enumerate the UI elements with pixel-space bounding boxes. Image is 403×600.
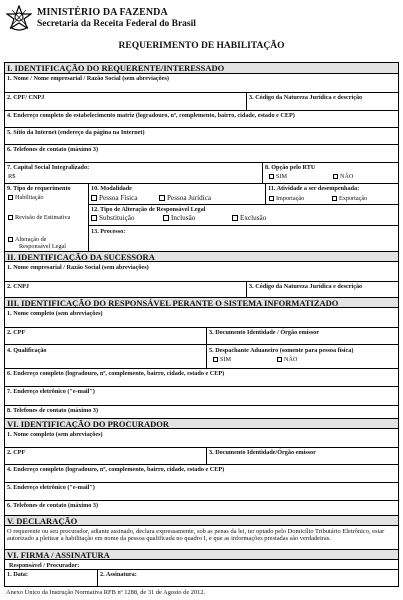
request-type-alteracao-line2: Responsável Legal bbox=[19, 243, 66, 250]
sec4-name-label: 1. Nome completo (sem abreviações) bbox=[7, 431, 103, 438]
secretariat-name: Secretaria da Receita Federal do Brasil bbox=[37, 19, 196, 29]
section-4-heading: VI. IDENTIFICAÇÃO DO PROCURADOR bbox=[5, 418, 398, 429]
sec1-request-type-label: 9. Tipo de requerimento bbox=[7, 185, 71, 192]
request-type-revisao[interactable]: Revisão de Estimativa bbox=[8, 214, 70, 221]
sec3-id-doc-label: 3. Documento Identidade / Órgão emissor bbox=[209, 329, 319, 336]
signature-field[interactable] bbox=[98, 570, 398, 587]
sec1-name-label: 1. Nome / Nome empresarial / Razão Social (sem abreviações) bbox=[7, 75, 169, 82]
sec4-address-field[interactable] bbox=[5, 473, 398, 482]
checkbox-icon[interactable] bbox=[332, 196, 337, 201]
request-type-habilitacao[interactable]: Habilitação bbox=[8, 194, 44, 201]
sec1-activity-label: 11. Atividade a ser desempenhada: bbox=[268, 185, 360, 192]
change-substituicao[interactable]: Substituição bbox=[91, 214, 135, 222]
sec3-cpf-label: 2. CPF bbox=[7, 329, 26, 336]
sec2-cnpj-field[interactable] bbox=[5, 282, 246, 297]
sec1-rtu-nao-option[interactable]: NÃO bbox=[333, 173, 353, 180]
sec4-cpf-label: 2. CPF bbox=[7, 449, 26, 456]
sec1-legal-change-type-label: 12. Tipo de Alteração de Responsável Legal bbox=[91, 206, 206, 213]
signature-label: 2. Assinatura: bbox=[100, 571, 137, 578]
customs-broker-nao[interactable]: NÃO bbox=[277, 356, 297, 363]
brazil-coat-of-arms-icon bbox=[6, 5, 32, 32]
sec1-rtu-sim-option[interactable]: SIM bbox=[269, 173, 287, 180]
sec4-email-field[interactable] bbox=[5, 491, 398, 500]
sec2-cnpj-label: 2. CNPJ bbox=[7, 283, 29, 290]
sec4-id-doc-field[interactable] bbox=[207, 448, 398, 464]
sec3-name-label: 1. Nome completo (sem abreviações) bbox=[7, 310, 103, 317]
sec1-phones-field[interactable] bbox=[5, 153, 398, 162]
sec1-website-field[interactable] bbox=[5, 136, 398, 144]
checkbox-icon[interactable] bbox=[269, 174, 274, 179]
sec3-email-label: 7. Endereço eletrônico ("e-mail") bbox=[7, 388, 95, 395]
document-header bbox=[4, 4, 399, 36]
sec1-rtu-label: 8. Opção pelo RTU bbox=[265, 164, 316, 171]
section-6-heading: VI. FIRMA / ASSINATURA bbox=[5, 549, 398, 560]
sec1-process-field[interactable] bbox=[89, 226, 398, 251]
sec2-name-field[interactable] bbox=[5, 271, 398, 281]
sec1-website-label: 5. Sítio da Internet (endereço da página na Internet) bbox=[7, 129, 145, 136]
section-5-heading: V. DECLARAÇÃO bbox=[5, 515, 398, 526]
sec1-address-field[interactable] bbox=[5, 119, 398, 127]
sec4-phones-label: 6. Telefones de contato (máximo 3) bbox=[7, 502, 99, 509]
checkbox-icon[interactable] bbox=[159, 195, 165, 201]
checkbox-icon[interactable] bbox=[213, 357, 218, 362]
activity-importacao[interactable]: Importação bbox=[269, 195, 304, 202]
section-2-heading: II. IDENTIFICAÇÃO DA SUCESSORA bbox=[5, 251, 398, 262]
checkbox-icon[interactable] bbox=[163, 215, 169, 221]
habilitation-form bbox=[4, 62, 399, 587]
sec1-cpf-cnpj-field[interactable] bbox=[5, 93, 246, 110]
responsible-label: Responsável / Procurador: bbox=[9, 562, 80, 569]
checkbox-icon[interactable] bbox=[232, 215, 238, 221]
sec1-legal-nature-field[interactable] bbox=[247, 93, 398, 110]
sec1-capital-value[interactable]: R$ bbox=[8, 173, 16, 180]
sec4-email-label: 5. Endereço eletrônico ("e-mail") bbox=[7, 484, 95, 491]
declaration-text: O requerente ou seu procurador, adiante assinado, declara expressamente, sob as penas da lei, ter optado pelo Domicílio Tributário Eletrônico, estar autorizado a pleitear a habilitação em nome da pessoa qualificada no quadro I, e que as informações prestadas são verdadeiras. bbox=[7, 528, 385, 543]
activity-exportacao[interactable]: Exportação bbox=[332, 195, 367, 202]
change-inclusao[interactable]: Inclusão bbox=[163, 214, 195, 222]
sec1-capital-label: 7. Capital Social Integralizado: bbox=[7, 164, 90, 171]
date-field[interactable] bbox=[5, 570, 97, 587]
sec3-email-field[interactable] bbox=[5, 395, 398, 405]
section-3-heading: III. IDENTIFICAÇÃO DO RESPONSÁVEL PERANTE O SISTEMA INFORMATIZADO bbox=[5, 297, 398, 308]
sec1-address-label: 4. Endereço completo do estabelecimento matriz (logradouro, nº, complemento, bairro, cidade, estado e CEP) bbox=[7, 112, 295, 119]
modality-pessoa-fisica[interactable]: Pessoa Física bbox=[91, 194, 138, 202]
sec4-address-label: 4. Endereço completo (logradouro, nº, complemento, bairro, cidade, estado e CEP) bbox=[7, 466, 225, 473]
checkbox-icon[interactable] bbox=[8, 215, 13, 220]
sec2-legal-nature-field[interactable] bbox=[247, 282, 398, 297]
request-type-alteracao[interactable]: Alteração de bbox=[8, 236, 46, 243]
date-label: 1. Data: bbox=[7, 571, 28, 578]
checkbox-icon[interactable] bbox=[91, 195, 97, 201]
section-1-heading: I. IDENTIFICAÇÃO DO REQUERENTE/INTERESSADO bbox=[5, 63, 398, 74]
checkbox-icon[interactable] bbox=[91, 215, 97, 221]
ministry-name: MINISTÉRIO DA FAZENDA bbox=[37, 7, 168, 18]
sec4-id-doc-label: 3. Documento Identidade/Órgão emissor bbox=[209, 449, 316, 456]
sec3-address-field[interactable] bbox=[5, 377, 398, 386]
checkbox-icon[interactable] bbox=[8, 195, 13, 200]
sec3-phones-label: 8. Telefones de contato (máximo 3) bbox=[7, 407, 99, 414]
sec4-name-field[interactable] bbox=[5, 438, 398, 447]
change-exclusao[interactable]: Exclusão bbox=[232, 214, 266, 222]
sec1-process-label: 13. Processo: bbox=[91, 228, 126, 235]
sec1-phones-label: 6. Telefones de contato (máximo 3) bbox=[7, 146, 99, 153]
sec3-address-label: 6. Endereço completo (logradouro, nº, complemento, bairro, cidade, estado e CEP) bbox=[7, 370, 225, 377]
checkbox-icon[interactable] bbox=[333, 174, 338, 179]
checkbox-icon[interactable] bbox=[277, 357, 282, 362]
footer-note: Anexo Único da Instrução Normativa RFB nº 1288, de 31 de Agosto de 2012. bbox=[6, 589, 206, 596]
sec1-modality-label: 10. Modalidade bbox=[91, 185, 132, 192]
sec1-legal-nature-label: 3. Código da Natureza Jurídica e descrição bbox=[249, 94, 363, 101]
modality-pessoa-juridica[interactable]: Pessoa Jurídica bbox=[159, 194, 211, 202]
sec3-id-doc-field[interactable] bbox=[207, 328, 398, 344]
document-title: REQUERIMENTO DE HABILITAÇÃO bbox=[118, 41, 285, 51]
sec3-cpf-field[interactable] bbox=[5, 328, 206, 344]
sec1-cpf-cnpj-label: 2. CPF/ CNPJ bbox=[7, 94, 45, 101]
sec4-cpf-field[interactable] bbox=[5, 448, 206, 464]
sec2-name-label: 1. Nome empresarial / Razão Social (sem abreviações) bbox=[7, 264, 149, 271]
sec3-qualification-field[interactable] bbox=[5, 345, 206, 368]
checkbox-icon[interactable] bbox=[8, 237, 13, 242]
customs-broker-sim[interactable]: SIM bbox=[213, 356, 231, 363]
sec3-qualification-label: 4. Qualificação bbox=[7, 347, 47, 354]
sec3-name-field[interactable] bbox=[5, 317, 398, 327]
sec3-customs-broker-label: 5. Despachante Aduaneiro (somente para pessoa física) bbox=[209, 347, 354, 354]
checkbox-icon[interactable] bbox=[269, 196, 274, 201]
sec2-legal-nature-label: 3. Código da Natureza Jurídica e descrição bbox=[249, 283, 363, 290]
